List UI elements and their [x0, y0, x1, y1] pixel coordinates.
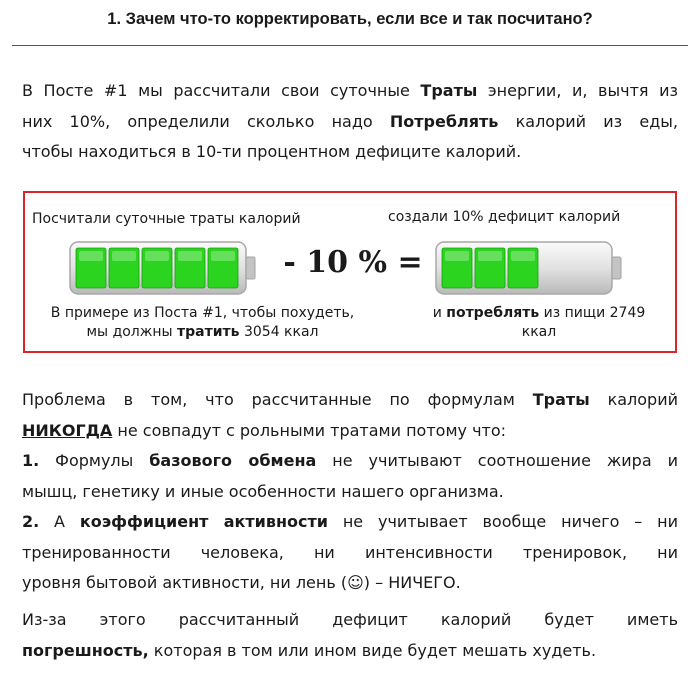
caption-bold-potreblyat: потреблять	[446, 305, 540, 321]
intro-line-3: чтобы находиться в 10-ти процентном дефиците калорий.	[22, 142, 522, 161]
caption-top-right: создали 10% дефицит калорий	[388, 209, 621, 225]
page-title: 1. Зачем что-то корректировать, если все и так посчитано?	[107, 10, 593, 28]
problem-text: не учитывает вообще ничего – ни	[328, 512, 678, 531]
intro-bold-potreblyat: Потреблять	[389, 111, 499, 131]
problem-paragraph	[22, 385, 678, 599]
deficit-illustration-box	[23, 191, 677, 353]
problem-line-3	[22, 446, 678, 477]
problem-text: не учитывают соотношение жира и	[316, 451, 678, 470]
intro-text: них 10%, определили сколько надо	[22, 111, 390, 131]
problem-line-7: уровня бытовой активности, ни лень (☺) – НИЧЕГО.	[22, 573, 461, 592]
battery-cell-highlight	[79, 251, 103, 261]
header-divider	[12, 45, 688, 46]
problem-line-4: мышц, генетику и иные особенности нашего организма.	[22, 481, 504, 501]
intro-text: энергии, и, вычтя из	[477, 81, 678, 100]
intro-paragraph	[22, 76, 678, 168]
list-number-1: 1.	[22, 451, 40, 470]
header	[0, 0, 700, 46]
battery-cell-highlight	[511, 251, 535, 261]
problem-text: Формулы	[39, 451, 150, 470]
caption-top-left: Посчитали суточные траты калорий	[32, 211, 301, 227]
intro-line-2	[22, 107, 678, 138]
caption-bottom-right	[403, 304, 675, 342]
caption-text: и	[432, 305, 447, 321]
battery-partial-icon	[435, 241, 623, 295]
caption-text: 3054 ккал	[239, 324, 319, 340]
intro-text: калорий из еды,	[498, 111, 678, 131]
conclusion-bold-error: погрешность,	[22, 640, 149, 660]
minus-ten-percent-formula: - 10 % =	[283, 245, 423, 280]
problem-never-emphasis: НИКОГДА	[22, 420, 113, 440]
conclusion-line-1: Из-за этого рассчитанный дефицит калорий будет иметь	[22, 610, 678, 629]
list-number-2: 2.	[22, 512, 40, 531]
battery-cell-highlight	[211, 251, 235, 261]
caption-text: В примере из Поста #1, чтобы похудеть,	[50, 305, 355, 321]
caption-text: мы должны	[86, 324, 178, 340]
conclusion-line-2	[22, 636, 678, 667]
problem-text: не совпадут с рольными тратами потому что:	[112, 420, 507, 440]
intro-line-1	[22, 76, 678, 107]
problem-line-6: тренированности человека, ни интенсивности тренировок, ни	[22, 542, 678, 562]
problem-text: Проблема в том, что рассчитанные по формулам	[22, 390, 533, 409]
battery-full-icon	[69, 241, 257, 295]
battery-cell-highlight	[112, 251, 136, 261]
caption-bottom-left	[25, 304, 380, 342]
problem-bold-traty: Траты	[532, 390, 590, 409]
problem-bold-bmr: базового обмена	[149, 451, 317, 470]
battery-cell-highlight	[445, 251, 469, 261]
conclusion-text: которая в том или ином виде будет мешать худеть.	[148, 640, 597, 660]
problem-line-1	[22, 385, 678, 416]
problem-line-2	[22, 416, 678, 447]
problem-text: А	[39, 512, 80, 531]
intro-bold-traty: Траты	[420, 81, 478, 100]
caption-text: ккал	[521, 324, 557, 340]
conclusion-paragraph	[22, 605, 678, 666]
intro-text: В Посте #1 мы рассчитали свои суточные	[22, 81, 421, 100]
caption-text: из пищи 2749	[539, 305, 646, 321]
problem-text: калорий	[589, 390, 679, 409]
caption-bold-tratit: тратить	[177, 324, 240, 340]
battery-cell-highlight	[178, 251, 202, 261]
battery-cell-highlight	[145, 251, 169, 261]
problem-line-5	[22, 507, 678, 538]
battery-cell-highlight	[478, 251, 502, 261]
problem-bold-activity: коэффициент активности	[79, 512, 328, 531]
